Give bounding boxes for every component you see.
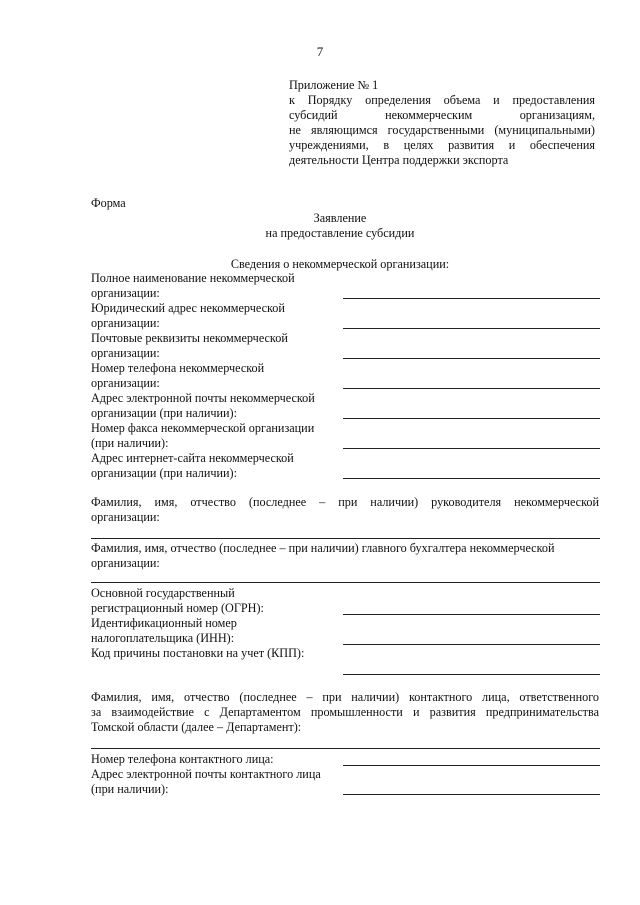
annex-line: к Порядку определения объема и предоставления	[289, 93, 595, 107]
annex-line: учреждениями, в целях развития и обеспечения	[289, 138, 595, 152]
head-name-label: Фамилия, имя, отчество (последнее – при наличии) руководителя некоммерческой организации:	[91, 495, 599, 524]
org-name-input-line[interactable]	[343, 298, 600, 299]
document-title: Заявление	[313, 211, 367, 225]
head-name-input-line[interactable]	[91, 538, 600, 539]
page-number: 7	[316, 44, 324, 59]
contact-person-label: Фамилия, имя, отчество (последнее – при наличии) контактного лица, ответственного за взаимодействие с Департаментом промышленности и развития предпринимательства Томской области (далее – Департамент):	[91, 690, 599, 734]
annex-line: деятельности Центра поддержки экспорта	[289, 153, 509, 167]
org-email-label: Адрес электронной почты некоммерческой организации (при наличии):	[91, 391, 315, 420]
ogrn-label: Основной государственный регистрационный номер (ОГРН):	[91, 586, 264, 615]
annex-title: Приложение № 1	[289, 78, 379, 92]
ogrn-input-line[interactable]	[343, 614, 600, 615]
inn-label: Идентификационный номер налогоплательщика (ИНН):	[91, 616, 237, 645]
org-name-label: Полное наименование некоммерческой организации:	[91, 271, 295, 300]
org-postal-label: Почтовые реквизиты некоммерческой организации:	[91, 331, 288, 360]
org-fax-input-line[interactable]	[343, 448, 600, 449]
contact-phone-input-line[interactable]	[343, 765, 600, 766]
section-title: Сведения о некоммерческой организации:	[230, 257, 450, 271]
document-subtitle: на предоставление субсидии	[265, 226, 415, 240]
annex-block	[289, 78, 595, 168]
contact-phone-label: Номер телефона контактного лица:	[91, 752, 274, 766]
accountant-name-input-line[interactable]	[91, 582, 600, 583]
kpp-label: Код причины постановки на учет (КПП):	[91, 646, 305, 660]
org-email-input-line[interactable]	[343, 418, 600, 419]
org-legal-address-input-line[interactable]	[343, 328, 600, 329]
inn-input-line[interactable]	[343, 644, 600, 645]
contact-person-input-line[interactable]	[91, 748, 600, 749]
accountant-name-label: Фамилия, имя, отчество (последнее – при наличии) главного бухгалтера некоммерческой организации:	[91, 541, 555, 570]
kpp-input-line[interactable]	[343, 674, 600, 675]
org-website-label: Адрес интернет-сайта некоммерческой организации (при наличии):	[91, 451, 294, 480]
org-phone-input-line[interactable]	[343, 388, 600, 389]
form-label: Форма	[91, 196, 126, 210]
org-fax-label: Номер факса некоммерческой организации (при наличии):	[91, 421, 315, 450]
annex-line: не являющимся государственными (муниципальными)	[289, 123, 595, 137]
contact-email-input-line[interactable]	[343, 794, 600, 795]
org-postal-input-line[interactable]	[343, 358, 600, 359]
annex-line: субсидий некоммерческим организациям,	[289, 108, 595, 122]
contact-email-label: Адрес электронной почты контактного лица (при наличии):	[91, 767, 321, 796]
org-website-input-line[interactable]	[343, 478, 600, 479]
org-legal-address-label: Юридический адрес некоммерческой организации:	[91, 301, 285, 330]
org-phone-label: Номер телефона некоммерческой организации:	[91, 361, 265, 390]
